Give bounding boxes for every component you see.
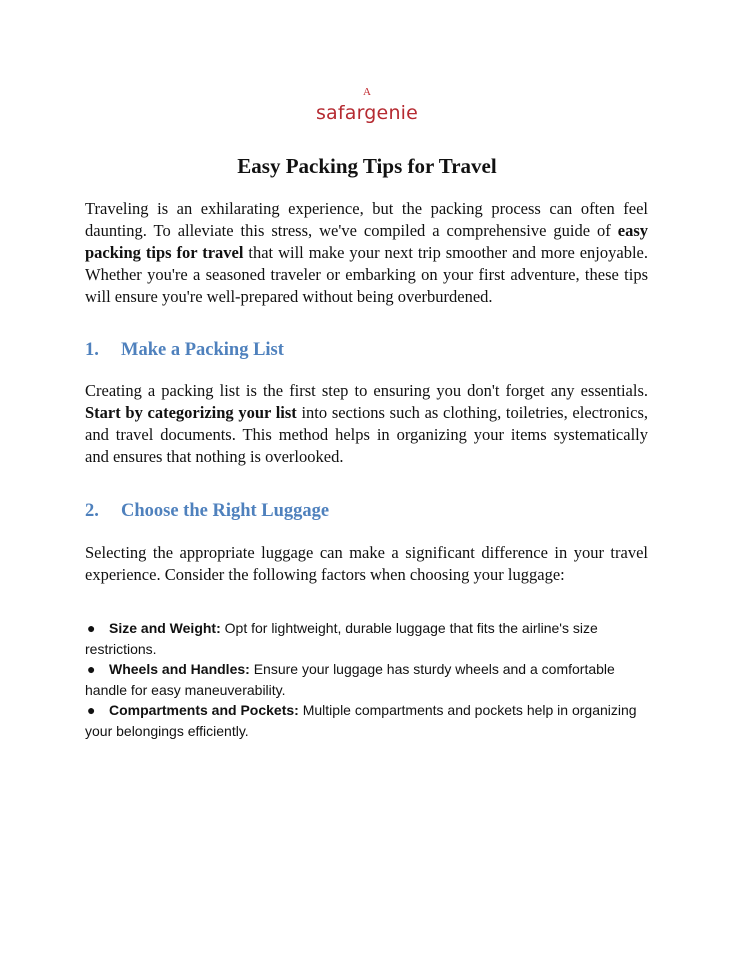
- packing-list-paragraph: [85, 380, 648, 468]
- paragraph-bold-phrase: Start by categorizing your list: [85, 403, 297, 422]
- section-number: 2.: [85, 501, 99, 521]
- bullet-description: Multiple compartments and pockets help in organizing your belongings efficiently.: [85, 702, 637, 739]
- bullet-icon: ●: [87, 661, 96, 677]
- intro-paragraph: [85, 198, 648, 308]
- luggage-bullet-list: [85, 618, 660, 741]
- section-heading-luggage: [85, 501, 329, 522]
- intro-text-start: Traveling is an exhilarating experience, but the packing process can often feel daunting. To alleviate this stress, we've compiled a comprehensive guide of: [85, 199, 648, 240]
- bullet-term: Compartments and Pockets:: [109, 702, 299, 718]
- bullet-icon: ●: [87, 620, 96, 636]
- brand-prefix: A: [363, 86, 371, 98]
- list-item: [85, 659, 660, 700]
- intro-text-end: that will make your next trip smoother and more enjoyable. Whether you're a seasoned traveler or embarking on your first adventure, these tips will ensure you're well-prepared without being overburdened.: [85, 243, 648, 306]
- bullet-icon: ●: [87, 702, 96, 718]
- paragraph-text-start: Creating a packing list is the first step to ensuring you don't forget any essentials.: [85, 381, 648, 400]
- list-item: [85, 700, 660, 741]
- bullet-term: Wheels and Handles:: [109, 661, 250, 677]
- page-title: Easy Packing Tips for Travel: [237, 154, 497, 178]
- section-heading-text: Make a Packing List: [121, 340, 284, 360]
- section-heading-packing-list: [85, 340, 284, 361]
- section-number: 1.: [85, 340, 99, 360]
- list-item: [85, 618, 660, 659]
- luggage-paragraph: Selecting the appropriate luggage can make a significant difference in your travel experience. Consider the following factors when choosing your luggage:: [85, 543, 648, 584]
- paragraph-text-end: into sections such as clothing, toiletries, electronics, and travel documents. This method helps in organizing your items systematically and ensures that nothing is overlooked.: [85, 403, 648, 466]
- brand-logo-text: safargenie: [315, 102, 419, 124]
- bullet-term: Size and Weight:: [109, 620, 221, 636]
- section-heading-text: Choose the Right Luggage: [121, 501, 330, 521]
- intro-bold-phrase: easy packing tips for travel: [85, 221, 648, 262]
- bullet-description: Opt for lightweight, durable luggage that fits the airline's size restrictions.: [85, 620, 598, 657]
- bullet-description: Ensure your luggage has sturdy wheels and a comfortable handle for easy maneuverability.: [85, 661, 615, 698]
